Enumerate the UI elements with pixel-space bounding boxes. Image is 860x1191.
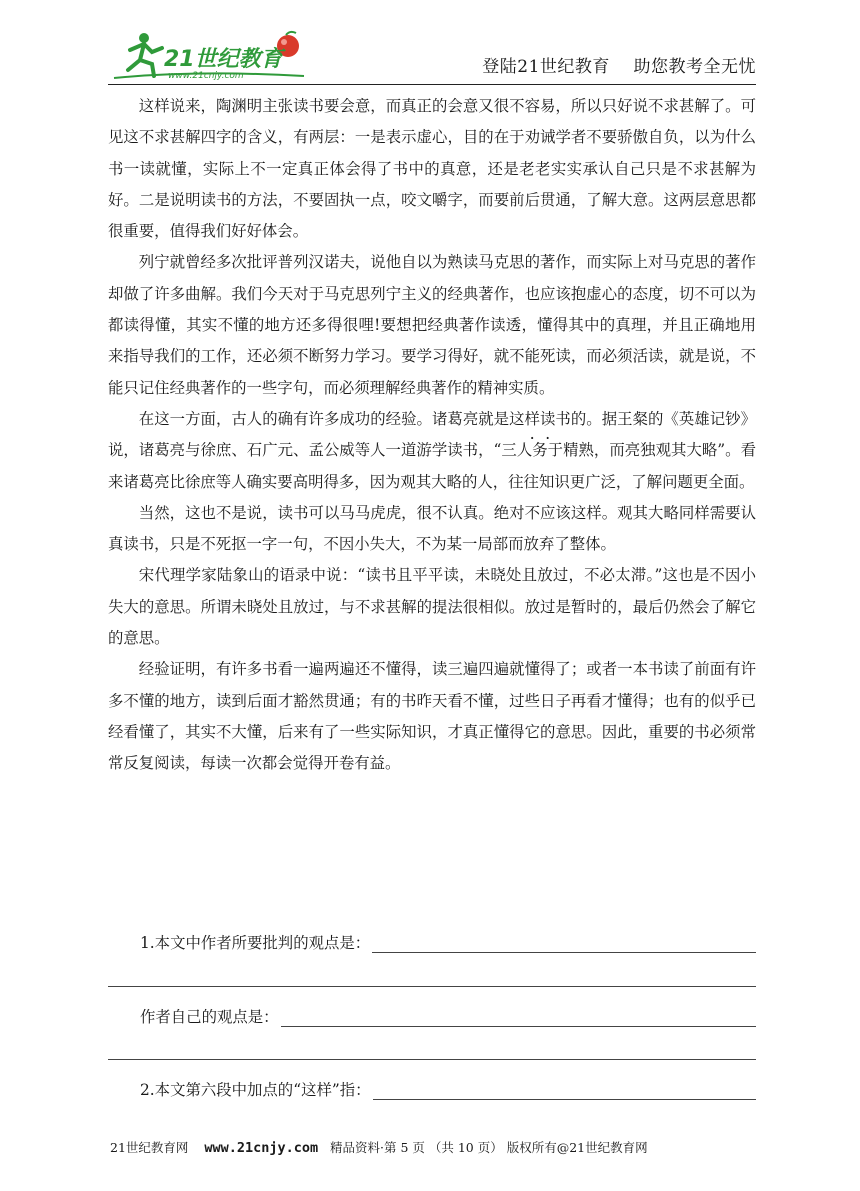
site-logo [108,30,308,82]
paragraph-1: 这样说来，陶渊明主张读书要会意，而真正的会意又很不容易，所以只好说不求甚解了。可见这不求甚解四字的含义，有两层：一是表示虚心，目的在于劝诫学者不要骄傲自负，以为什么书一读就懂，实际上不一定真正体会得了书中的真意，还是老老实实承认自己只是不求甚解为好。二是说明读书的方法，不要固执一点，咬文嚼字，而要前后贯通，了解大意。这两层意思都很重要，值得我们好好体会。 [108,97,756,241]
paragraph-5: 宋代理学家陆象山的语录中说：“读书且平平读，未晓处且放过，不必太滞。”这也是不因小失大的意思。所谓未晓处且放过，与不求甚解的提法很相似。放过是暂时的，最后仍然会了解它的意思。 [108,566,756,648]
question-1b-answer-line[interactable] [281,1010,756,1027]
paragraph-6: 经验证明，有许多书看一遍两遍还不懂得，读三遍四遍就懂得了；或者一本书读了前面有许多不懂的地方，读到后面才豁然贯通；有的书昨天看不懂，过些日子再看才懂得；也有的似乎已经看懂了，其实不大懂，后来有了一些实际知识，才真正懂得它的意思。因此，重要的书必须常常反复阅读，每读一次都会觉得开卷有益。 [108,660,756,773]
header-divider [108,84,756,85]
footer-info: 精品资料·第 5 页 （共 10 页） 版权所有@21世纪教育网 [330,1140,648,1155]
paragraph-3-end: 读书的。据王粲的《英雄记钞》说，诸葛亮与徐庶、石广元、孟公威等人一道游学读书，“三人务于精熟，而亮独观其大略”。看来诸葛亮比徐庶等人确实要高明得多，因为观其大略的人，往往知识更广泛，了解问题更全面。 [108,409,756,491]
question-1b [108,1005,756,1027]
page-footer [110,1138,648,1156]
footer-site: 21世纪教育网 [110,1140,189,1155]
footer-url[interactable]: www.21cnjy.com [204,1140,319,1156]
header-slogan: 登陆21世纪教育 助您教考全无忧 [482,57,756,77]
question-1 [108,931,756,953]
paragraph-4: 当然，这也不是说，读书可以马马虎虎，很不认真。绝对不应该这样。观其大略同样需要认真读书，只是不死抠一字一句，不因小失大，不为某一局部而放弃了整体。 [108,503,756,554]
question-2 [108,1078,756,1100]
question-2-label: 2.本文第六段中加点的“这样”指： [140,1081,371,1099]
dotted-char-2: 样 [524,409,540,428]
logo-text: 21世纪教育 [164,47,283,72]
question-1-answer-line[interactable] [372,936,756,953]
dotted-char-1: 这 [509,409,525,428]
logo-url: www.21cnjy.com [168,71,244,81]
paragraph-3-start: 在这一方面，古人的确有许多成功的经验。诸葛亮就是 [138,409,510,428]
article-body [108,91,756,780]
question-2-answer-line[interactable] [373,1083,757,1100]
paragraph-3 [108,404,756,498]
question-1b-answer-line-2[interactable] [108,1059,756,1060]
page-header [108,30,756,82]
question-1-label: 1.本文中作者所要批判的观点是： [140,934,371,952]
question-1b-label: 作者自己的观点是： [140,1008,279,1026]
paragraph-2: 列宁就曾经多次批评普列汉诺夫，说他自以为熟读马克思的著作，而实际上对马克思的著作却做了许多曲解。我们今天对于马克思列宁主义的经典著作，也应该抱虚心的态度，切不可以为都读得懂，其实不懂的地方还多得很哩!要想把经典著作读透，懂得其中的真理，并且正确地用来指导我们的工作，还必须不断努力学习。要学习得好，就不能死读，而必须活读，就是说，不能只记住经典著作的一些字句，而必须理解经典著作的精神实质。 [108,253,756,397]
question-1-answer-line-2[interactable] [108,986,756,987]
